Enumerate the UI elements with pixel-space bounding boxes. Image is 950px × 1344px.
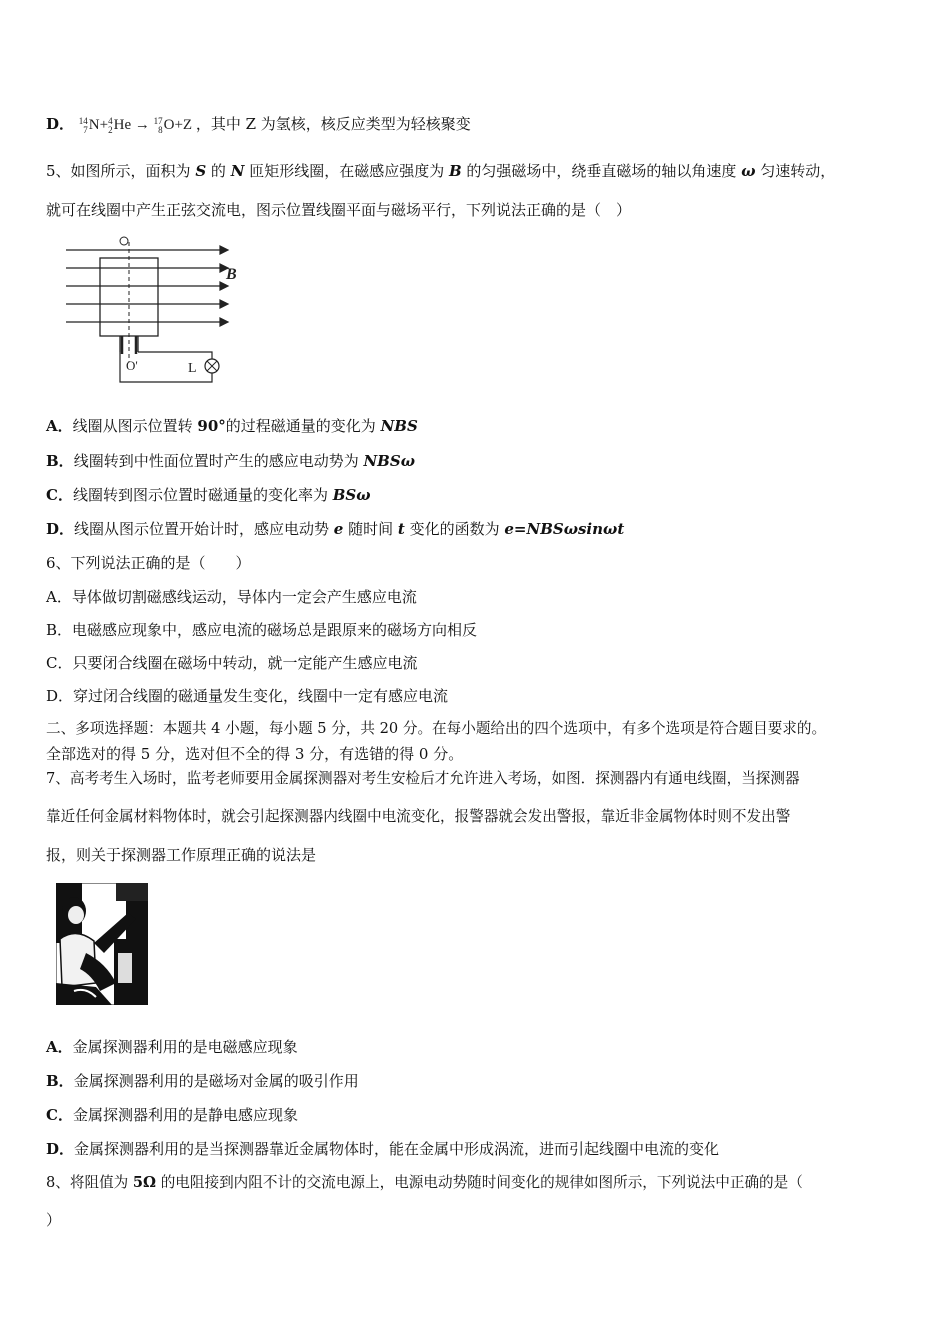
var-n: N	[230, 162, 245, 180]
q6-option-a: A．导体做切割磁感线运动，导体内一定会产生感应电流	[46, 588, 417, 606]
he-symbol: He	[113, 117, 132, 133]
stem-text: 8、将阻值为	[46, 1174, 133, 1191]
option-text: 金属探测器利用的是磁场对金属的吸引作用	[73, 1072, 359, 1090]
n-mass: 14	[78, 115, 88, 126]
axis-top-marker	[120, 237, 128, 245]
option-text: ，其中 Z 为氢核，核反应类型为轻核聚变	[195, 115, 471, 133]
rectangular-coil	[100, 258, 158, 336]
circuit-wire	[138, 352, 212, 360]
q5-stem-line-1	[46, 161, 835, 181]
label-o-prime: O'	[126, 358, 138, 373]
q6-option-b: B．电磁感应现象中，感应电流的磁场总是跟原来的磁场方向相反	[46, 621, 478, 639]
section-2-header-line-1: 二、多项选择题：本题共 4 小题，每小题 5 分，共 20 分。在每小题给出的四个选项中，有多个选项是符合题目要求的。	[46, 720, 827, 737]
plus-sign: +	[174, 117, 183, 133]
formula-bsw: BSω	[332, 486, 371, 504]
stem-text: 的匀强磁场中，绕垂直磁场的轴以角速度	[461, 162, 742, 180]
q7-option-b	[46, 1071, 359, 1091]
option-label: D．	[46, 1140, 75, 1158]
n-symbol: N	[88, 117, 100, 133]
option-label: B．	[46, 452, 74, 470]
q7-stem-line-3: 报，则关于探测器工作原理正确的说法是	[46, 846, 317, 864]
n-number: 7	[83, 124, 88, 135]
option-label: D．	[46, 520, 75, 538]
q7-stem-line-1: 7、高考考生入场时，监考老师要用金属探测器对考生安检后才允许进入考场，如图．探测器内有通电线圈，当探测器	[46, 770, 800, 787]
option-text: 金属探测器利用的是电磁感应现象	[72, 1038, 298, 1056]
option-label: A．	[46, 417, 73, 435]
var-omega: ω	[741, 162, 756, 180]
stem-text: 的电阻接到内阻不计的交流电源上，电源电动势随时间变化的规律如图所示，下列说法中正确的是（	[156, 1174, 803, 1191]
var-b: B	[448, 162, 462, 180]
section-2-header-line-2: 全部选对的得 5 分，选对但不全的得 3 分，有选错的得 0 分。	[46, 745, 464, 763]
resistance-value: 5Ω	[132, 1174, 157, 1191]
q8-stem-line-2: ）	[46, 1211, 62, 1229]
coil-field-diagram	[60, 232, 240, 388]
option-text: 随时间	[343, 520, 398, 538]
q5-option-b	[46, 451, 415, 471]
q5-option-c	[46, 485, 371, 505]
q7-option-d	[46, 1139, 719, 1159]
formula-nbs: NBS	[380, 417, 418, 435]
he-number: 2	[108, 124, 113, 135]
he-mass: 4	[108, 115, 113, 126]
q5-option-d	[46, 519, 624, 539]
plus-sign: +	[99, 117, 109, 133]
var-e: e	[333, 520, 344, 538]
label-l: L	[188, 361, 197, 376]
option-text: 线圈转到图示位置时磁通量的变化率为	[72, 486, 333, 504]
q8-stem-line-1	[46, 1173, 803, 1193]
formula-nbsw: NBSω	[363, 452, 415, 470]
q7-option-c	[46, 1105, 298, 1125]
stem-text: 匀速转动，	[755, 162, 836, 180]
option-label: A．	[46, 1038, 73, 1056]
option-text: 的过程磁通量的变化为	[225, 417, 381, 435]
option-text: 变化的函数为	[404, 520, 505, 538]
option-label: C．	[46, 486, 73, 504]
option-text: 线圈从图示位置转	[72, 417, 198, 435]
var-s: S	[195, 162, 207, 180]
angle-value: 90°	[197, 417, 226, 435]
q6-stem: 6、下列说法正确的是（ ）	[46, 554, 251, 572]
q7-stem-line-2: 靠近任何金属材料物体时，就会引起探测器内线圈中电流变化，报警器就会发出警报，靠近非金属物体时则不发出警	[46, 808, 791, 825]
metal-detector-photo	[56, 883, 148, 1005]
reaction-arrow: →	[134, 117, 150, 133]
q4-option-d	[46, 114, 471, 135]
q6-option-c: C．只要闭合线圈在磁场中转动，就一定能产生感应电流	[46, 654, 418, 672]
stem-text: 的	[206, 162, 231, 180]
var-t: t	[397, 520, 405, 538]
stem-text: 5、如图所示，面积为	[46, 162, 196, 180]
option-text: 金属探测器利用的是当探测器靠近金属物体时，能在金属中形成涡流，进而引起线圈中电流的变化	[74, 1140, 720, 1158]
stem-text: 匝矩形线圈，在磁感应强度为	[244, 162, 449, 180]
formula-emf: e=NBSωsinωt	[504, 520, 625, 538]
label-b: B	[226, 266, 237, 283]
nuclear-equation	[79, 117, 196, 133]
option-label: B．	[46, 1072, 74, 1090]
o-number: 8	[158, 124, 163, 135]
q6-option-d: D．穿过闭合线圈的磁通量发生变化，线圈中一定有感应电流	[46, 687, 449, 705]
option-text: 线圈从图示位置开始计时，感应电动势	[74, 520, 334, 538]
o-mass: 17	[153, 115, 163, 126]
q5-option-a	[46, 416, 418, 436]
option-label: C．	[46, 1106, 73, 1124]
option-text: 线圈转到中性面位置时产生的感应电动势为	[73, 452, 364, 470]
option-label: D．	[46, 115, 75, 133]
option-text: 金属探测器利用的是静电感应现象	[72, 1106, 298, 1124]
q7-option-a	[46, 1037, 298, 1057]
z-symbol: Z	[182, 117, 193, 133]
q5-stem-line-2: 就可在线圈中产生正弦交流电，图示位置线圈平面与磁场平行，下列说法正确的是（ ）	[46, 201, 632, 219]
o-symbol: O	[163, 117, 175, 133]
